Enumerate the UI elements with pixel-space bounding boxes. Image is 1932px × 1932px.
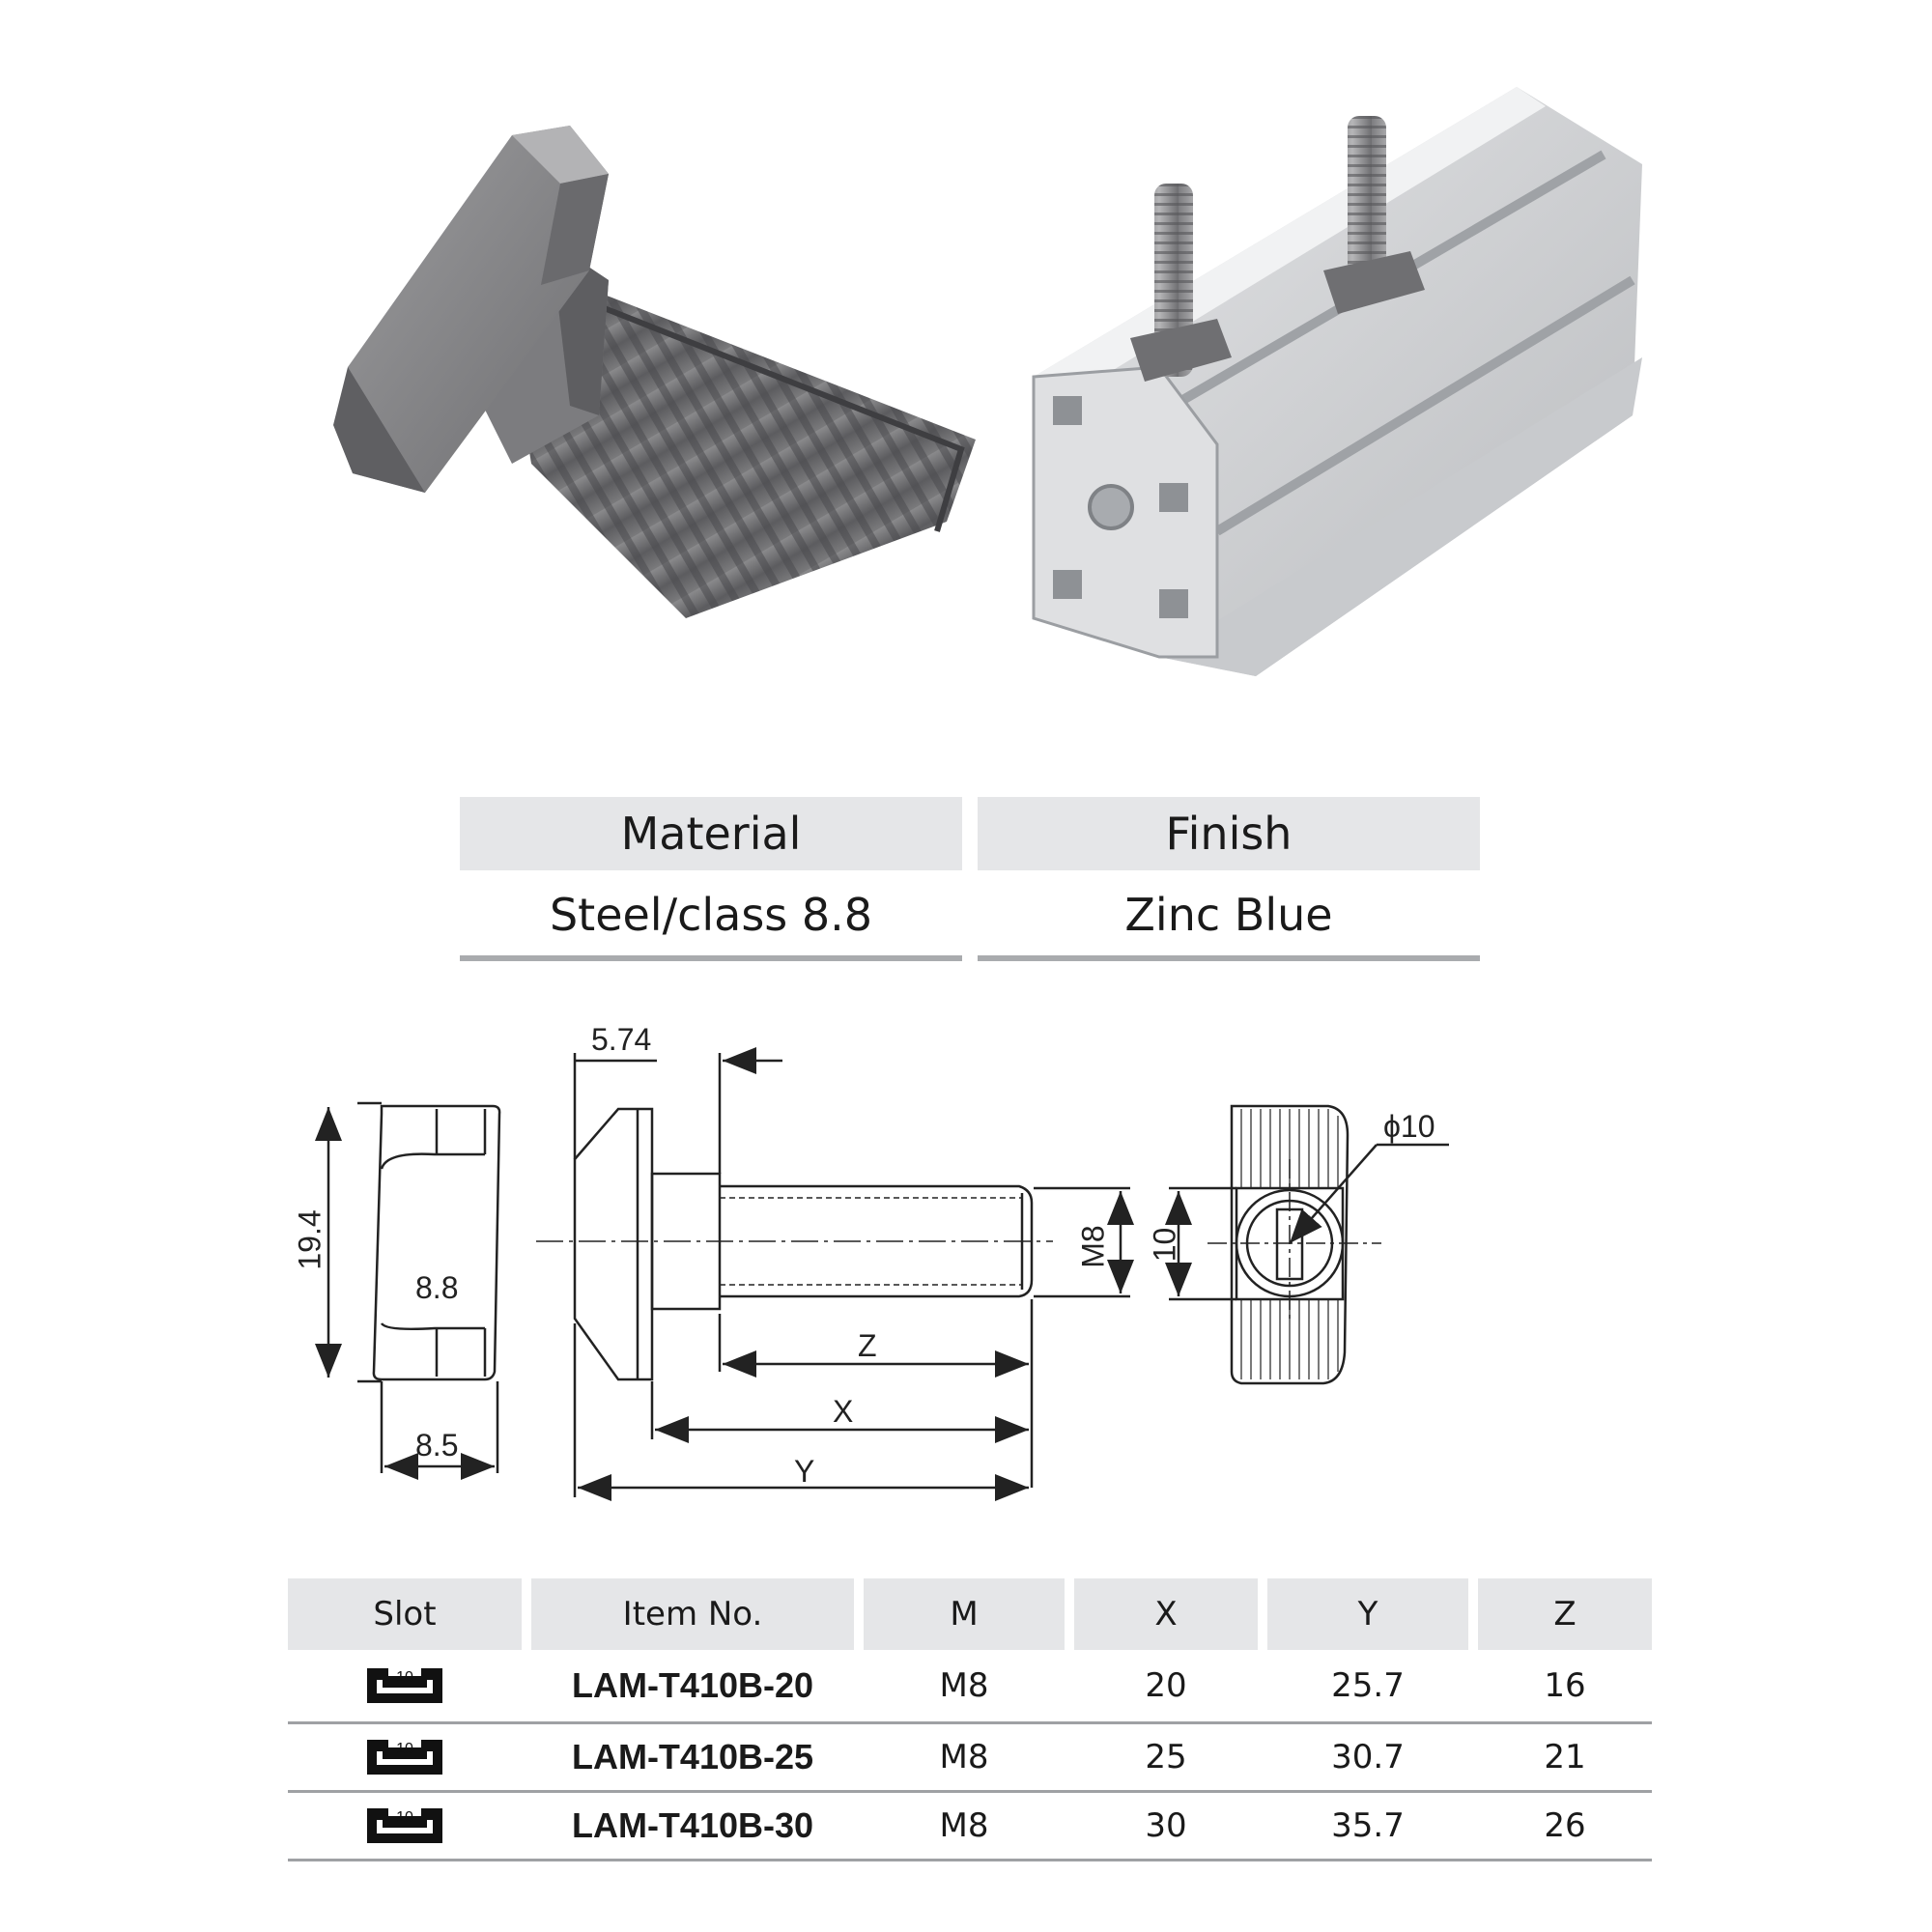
table-row-3-z: 26 — [1544, 1806, 1586, 1845]
table-row-2-item: LAM-T410B-25 — [571, 1737, 814, 1776]
thread-dim-label: M8 — [1075, 1225, 1111, 1268]
svg-text:10: 10 — [396, 1669, 413, 1686]
table-row-1-item: LAM-T410B-20 — [571, 1665, 814, 1705]
height-dim-label: 19.4 — [292, 1209, 327, 1270]
table-row-1-y: 25.7 — [1331, 1666, 1405, 1705]
diameter-dim-label: ϕ10 — [1383, 1109, 1435, 1144]
table-row-2-z: 21 — [1544, 1738, 1586, 1776]
slot-icon — [365, 1738, 444, 1776]
x-dim-label: X — [833, 1394, 854, 1429]
slot-icon — [365, 1666, 444, 1705]
z-dim-label: Z — [858, 1328, 877, 1363]
square-dim-label: 10 — [1147, 1227, 1182, 1263]
material-header: Material — [460, 797, 962, 870]
table-row-2-x: 25 — [1145, 1738, 1187, 1776]
table-row-1-x: 20 — [1145, 1666, 1187, 1705]
svg-text:10: 10 — [396, 1809, 413, 1826]
col-header-m: M — [864, 1578, 1065, 1650]
table-row-1-slot — [288, 1652, 522, 1719]
width-dim-label: 8.5 — [415, 1428, 459, 1463]
table-row-3-y: 35.7 — [1331, 1806, 1405, 1845]
table-row-3-item: LAM-T410B-30 — [571, 1805, 814, 1845]
table-row-2-m: M8 — [939, 1738, 989, 1776]
table-row-3-x: 30 — [1145, 1806, 1187, 1845]
table-row-3-slot — [288, 1792, 522, 1860]
finish-value: Zinc Blue — [978, 874, 1480, 961]
table-row-2-slot — [288, 1723, 522, 1791]
table-row-3-m: M8 — [939, 1806, 989, 1845]
bolt-side-outline — [575, 1109, 652, 1379]
grade-mark: 8.8 — [415, 1270, 459, 1305]
col-header-x: X — [1074, 1578, 1258, 1650]
table-row-1-z: 16 — [1544, 1666, 1586, 1705]
row-divider — [288, 1859, 1652, 1861]
material-value: Steel/class 8.8 — [460, 874, 962, 961]
head-dim-label: 5.74 — [591, 1022, 652, 1057]
col-header-item-no: Item No. — [531, 1578, 854, 1650]
col-header-z: Z — [1478, 1578, 1652, 1650]
col-header-y: Y — [1267, 1578, 1468, 1650]
svg-text:10: 10 — [396, 1741, 413, 1757]
y-dim-label: Y — [794, 1454, 815, 1489]
finish-header: Finish — [978, 797, 1480, 870]
slot-icon — [365, 1806, 444, 1845]
col-header-slot: Slot — [288, 1578, 522, 1650]
table-row-1-m: M8 — [939, 1666, 989, 1705]
table-row-2-y: 30.7 — [1331, 1738, 1405, 1776]
